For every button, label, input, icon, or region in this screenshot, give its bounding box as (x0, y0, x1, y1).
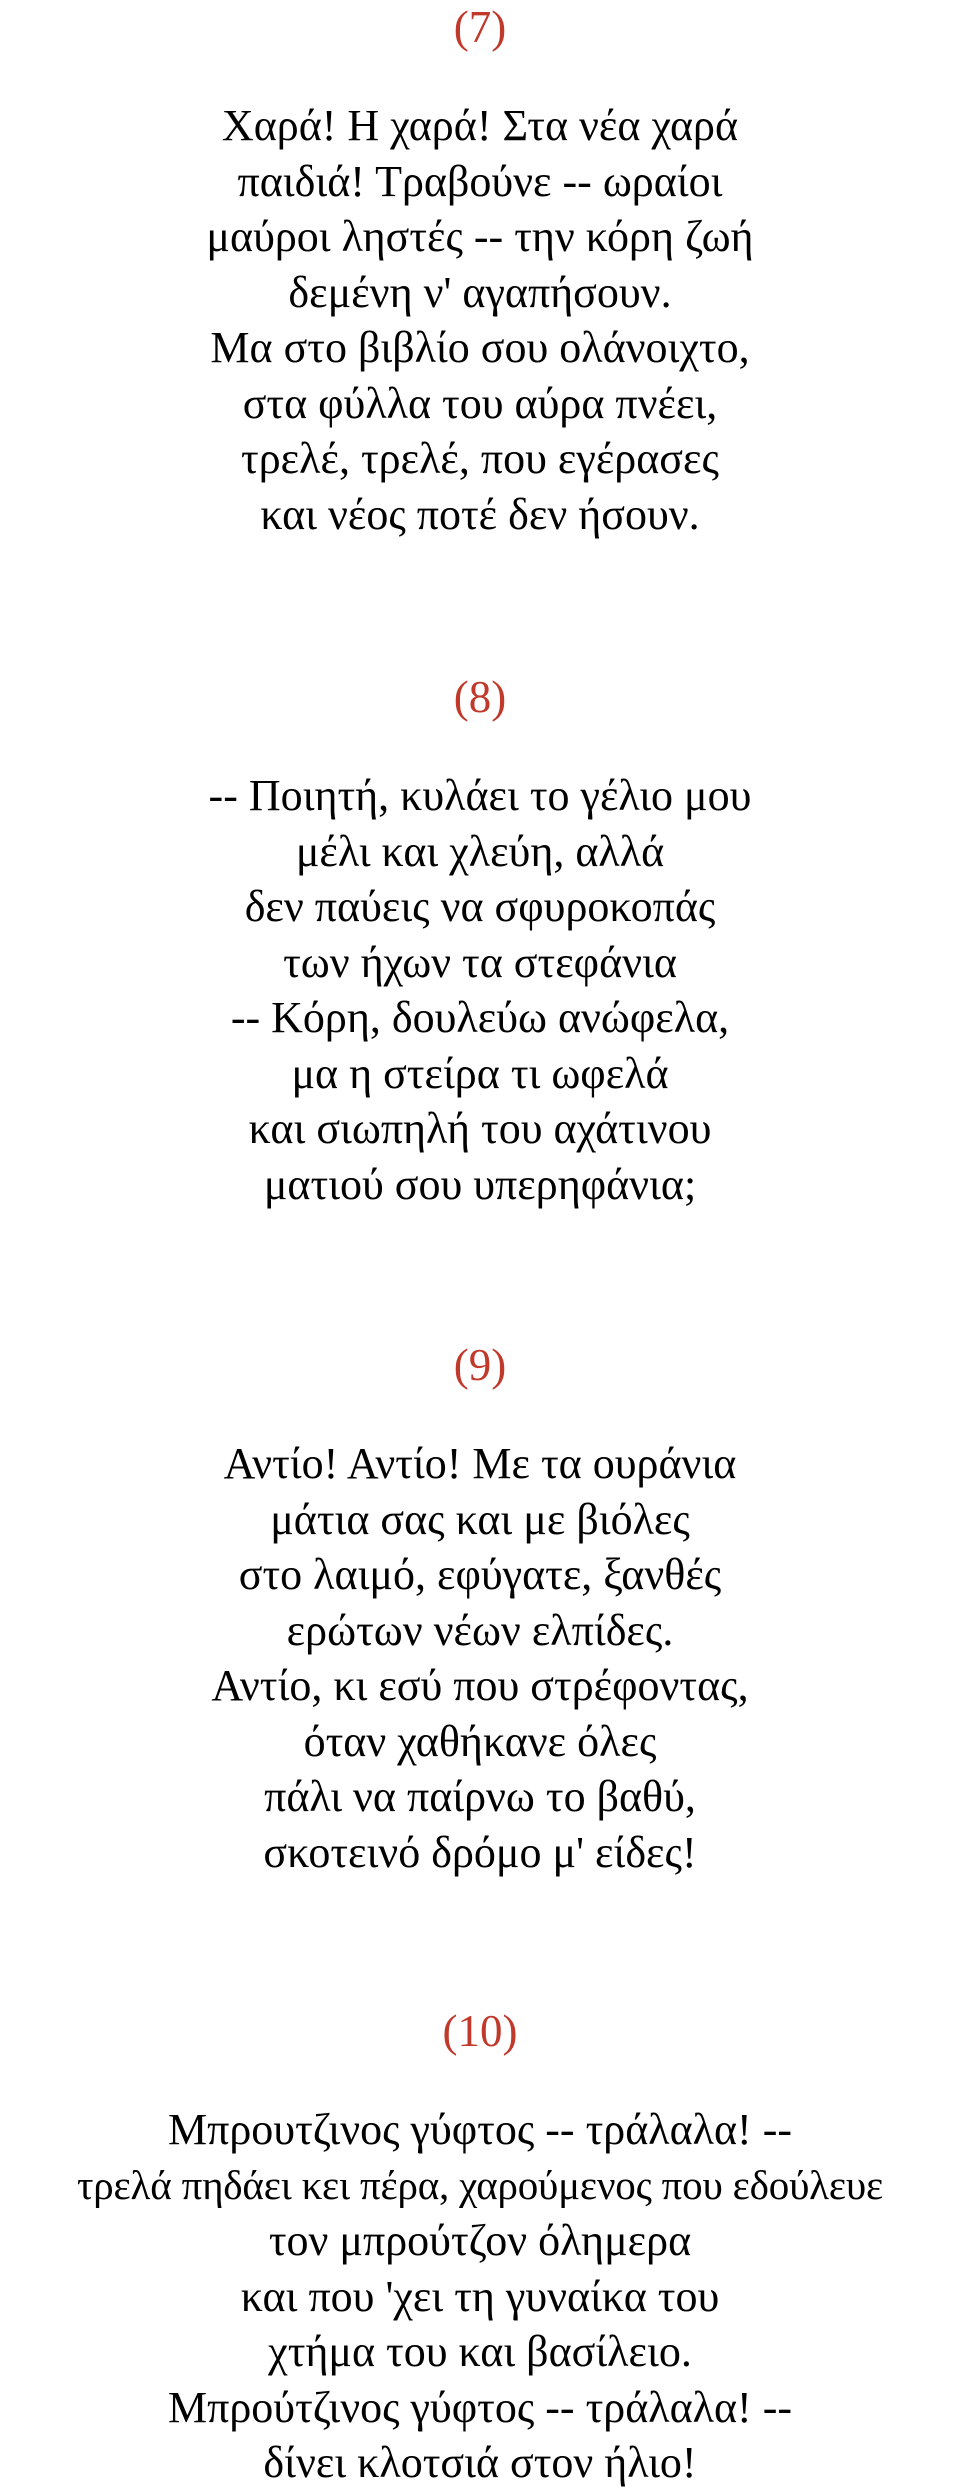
poem-line: μα η στείρα τι ωφελά (291, 1048, 669, 1098)
poem-line: παιδιά! Τραβούνε -- ωραίοι (237, 156, 723, 206)
poem-line: ματιού σου υπερηφάνια; (263, 1159, 697, 1209)
poem-line: Αντίο! Αντίο! Με τα ουράνια (223, 1439, 737, 1488)
poem-line: δεμένη ν' αγαπήσουν. (288, 267, 672, 317)
poem-line: μάτια σας και με βιόλες (270, 1494, 690, 1544)
poem-line: και σιωπηλή του αχάτινου (248, 1104, 712, 1153)
stanza-number: (8) (453, 672, 507, 722)
poem-line: και νέος ποτέ δεν ήσουν. (260, 489, 700, 539)
stanza-number: (10) (442, 2006, 518, 2056)
poem-line: -- Ποιητή, κυλάει το γέλιο μου (208, 771, 752, 820)
poem-line: μαύροι ληστές -- την κόρη ζωή (206, 212, 754, 261)
poem-line: -- Κόρη, δουλεύω ανώφελα, (230, 993, 730, 1042)
stanza-number: (9) (453, 1340, 507, 1390)
poem-line: σκοτεινό δρόμο μ' είδες! (263, 1827, 697, 1877)
poem-line: μέλι και χλεύη, αλλά (295, 826, 665, 876)
poem-line: Μπρούτζινος γύφτος -- τράλαλα! -- (168, 2382, 792, 2432)
poem-line: τρελέ, τρελέ, που εγέρασες (241, 434, 719, 483)
stanza-9 (0, 1338, 960, 1880)
poem-line: χτήμα του και βασίλειο. (268, 2327, 692, 2376)
poem-line: Αντίο, κι εσύ που στρέφοντας, (211, 1661, 749, 1710)
poem-line: των ήχων τα στεφάνια (283, 937, 677, 987)
poem-line: Χαρά! Η χαρά! Στα νέα χαρά (221, 101, 739, 150)
poem-line: δίνει κλοτσιά στον ήλιο! (263, 2438, 697, 2487)
poem-line: στο λαιμό, εφύγατε, ξανθές (238, 1550, 722, 1599)
poem-line: όταν χαθήκανε όλες (303, 1716, 657, 1766)
stanza-8 (0, 670, 960, 1212)
stanza-number: (7) (453, 2, 507, 52)
poem-line: ερώτων νέων ελπίδες. (286, 1605, 674, 1655)
poem-line: τον μπρούτζον όλημερα (268, 2216, 692, 2265)
poem-line: πάλι να παίρνω το βαθύ, (264, 1772, 696, 1821)
poem-line: Μα στο βιβλίο σου ολάνοιχτο, (210, 323, 750, 372)
poem-line: τρελά πηδάει κει πέρα, χαρούμενος που εδούλευε (77, 2161, 883, 2208)
poem-line: και που 'χει τη γυναίκα του (240, 2271, 720, 2321)
poem-line: στα φύλλα του αύρα πνέει, (242, 378, 718, 428)
poem-line: Μπρουτζινος γύφτος -- τράλαλα! -- (168, 2105, 792, 2154)
stanza-7 (0, 0, 960, 542)
poem-line: δεν παύεις να σφυροκοπάς (244, 882, 716, 931)
stanza-10 (0, 2004, 960, 2491)
